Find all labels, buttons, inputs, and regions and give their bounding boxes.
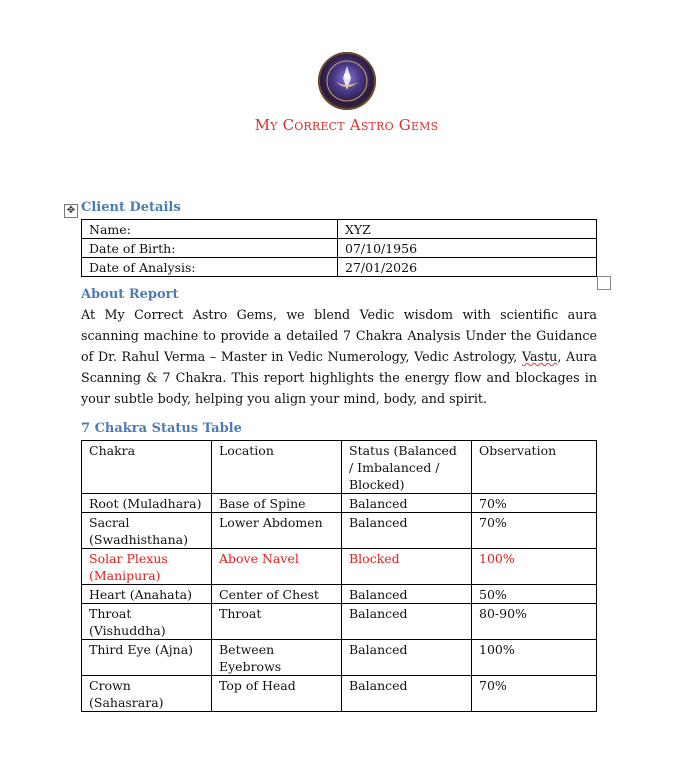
client-label: Name: xyxy=(82,220,338,239)
status-cell: Balanced xyxy=(342,676,472,712)
column-header: Observation xyxy=(472,441,597,494)
location-cell: Center of Chest xyxy=(212,585,342,604)
column-header: Location xyxy=(212,441,342,494)
chakra-cell: Root (Muladhara) xyxy=(82,494,212,513)
status-cell: Balanced xyxy=(342,494,472,513)
table-row-blocked xyxy=(82,549,597,585)
spellcheck-flagged-word[interactable]: Vastu xyxy=(522,349,558,364)
table-resize-handle-icon[interactable] xyxy=(597,276,611,290)
table-row xyxy=(82,604,597,640)
location-cell: Top of Head xyxy=(212,676,342,712)
location-cell: Base of Spine xyxy=(212,494,342,513)
location-cell: Above Navel xyxy=(212,549,342,585)
location-cell: Throat xyxy=(212,604,342,640)
table-row xyxy=(82,676,597,712)
observation-cell: 100% xyxy=(472,640,597,676)
chakra-emblem-icon xyxy=(318,52,376,110)
location-cell: Between Eyebrows xyxy=(212,640,342,676)
about-text-part: At My Correct Astro Gems, we blend Vedic wisdom with scientific aura scanning machine to provide a detailed 7 Chakra Analysis Under the Guidance of Dr. Rahul Verma – Master in Vedic Numerology, Vedic Astrology, xyxy=(81,307,597,364)
table-move-handle-icon[interactable]: ✥ xyxy=(64,204,78,218)
client-value: 07/10/1956 xyxy=(338,239,597,258)
chakra-cell: Sacral (Swadhisthana) xyxy=(82,513,212,549)
client-value: 27/01/2026 xyxy=(338,258,597,277)
table-row xyxy=(82,220,597,239)
table-row xyxy=(82,258,597,277)
observation-cell: 50% xyxy=(472,585,597,604)
chakra-cell: Crown (Sahasrara) xyxy=(82,676,212,712)
observation-cell: 70% xyxy=(472,494,597,513)
table-row xyxy=(82,513,597,549)
client-details-heading: Client Details xyxy=(81,200,181,215)
about-text-part: , Aura Scanning & 7 Chakra. This report highlights the energy flow and blockages in your subtle body, helping you align your mind, body, and spirit. xyxy=(81,349,598,406)
status-cell: Balanced xyxy=(342,640,472,676)
chakra-cell: Heart (Anahata) xyxy=(82,585,212,604)
chakra-cell: Throat (Vishuddha) xyxy=(82,604,212,640)
column-header: Status (Balanced / Imbalanced / Blocked) xyxy=(342,441,472,494)
column-header: Chakra xyxy=(82,441,212,494)
table-row xyxy=(82,494,597,513)
brand-header xyxy=(0,52,693,134)
status-cell: Balanced xyxy=(342,604,472,640)
observation-cell: 80-90% xyxy=(472,604,597,640)
observation-cell: 70% xyxy=(472,676,597,712)
client-value: XYZ xyxy=(338,220,597,239)
chakra-status-table xyxy=(81,440,597,712)
client-label: Date of Birth: xyxy=(82,239,338,258)
status-cell: Blocked xyxy=(342,549,472,585)
about-report-paragraph xyxy=(81,304,597,409)
client-details-table xyxy=(81,219,597,277)
table-row xyxy=(82,585,597,604)
table-header-row xyxy=(82,441,597,494)
table-row xyxy=(82,640,597,676)
chakra-table-heading: 7 Chakra Status Table xyxy=(81,421,242,436)
observation-cell: 70% xyxy=(472,513,597,549)
brand-name: My Correct Astro Gems xyxy=(254,116,439,134)
status-cell: Balanced xyxy=(342,585,472,604)
status-cell: Balanced xyxy=(342,513,472,549)
chakra-cell: Third Eye (Ajna) xyxy=(82,640,212,676)
chakra-cell: Solar Plexus (Manipura) xyxy=(82,549,212,585)
table-row xyxy=(82,239,597,258)
about-report-heading: About Report xyxy=(81,287,179,302)
location-cell: Lower Abdomen xyxy=(212,513,342,549)
client-label: Date of Analysis: xyxy=(82,258,338,277)
observation-cell: 100% xyxy=(472,549,597,585)
